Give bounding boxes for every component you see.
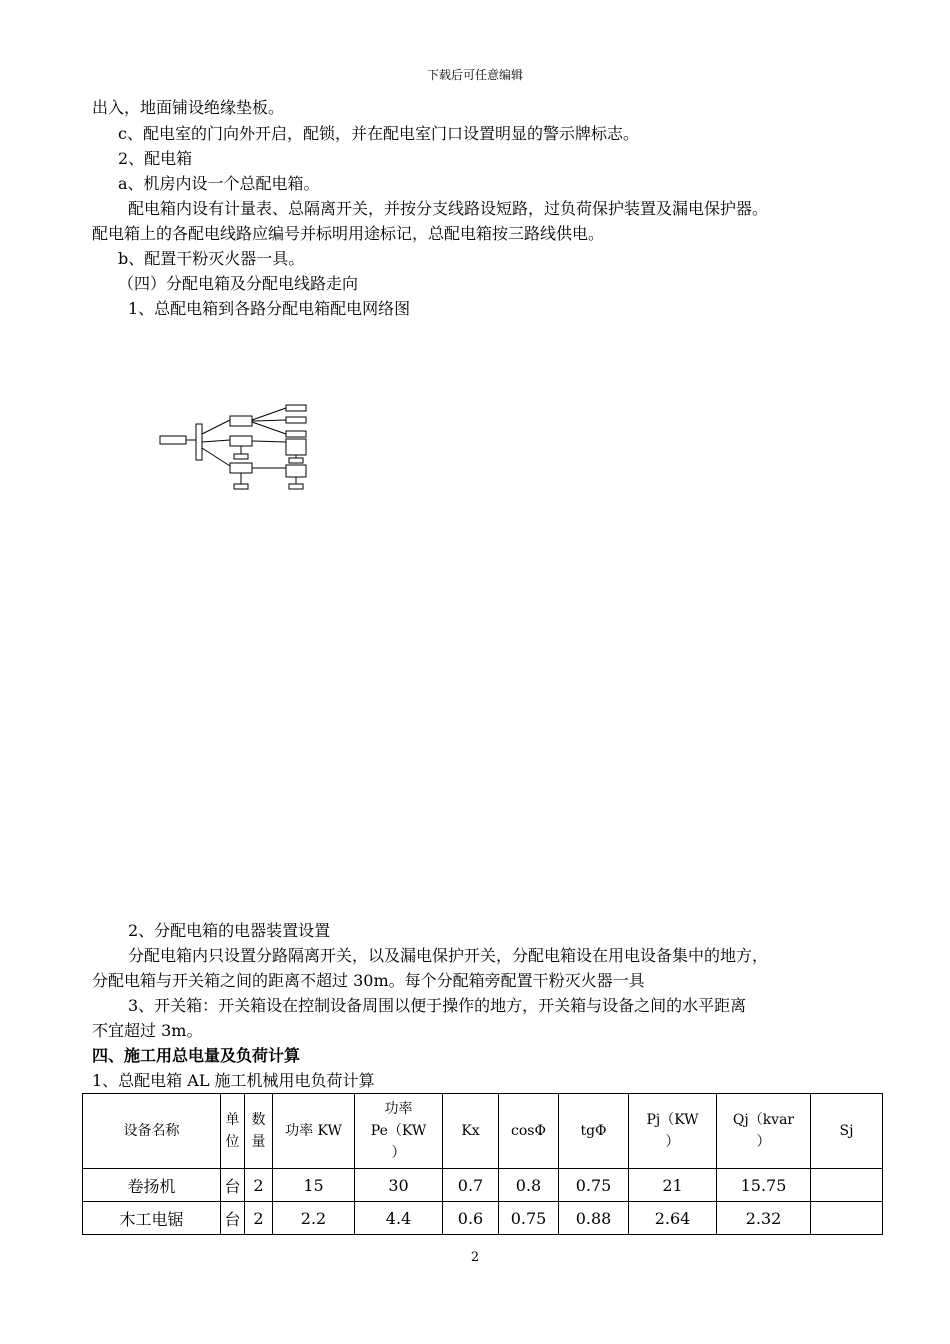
section-heading-4: 四、施工用总电量及负荷计算 bbox=[92, 1046, 301, 1065]
cell-name: 木工电锯 bbox=[83, 1202, 221, 1235]
paragraph-10a: 分配电箱内只设置分路隔离开关，以及漏电保护开关，分配电箱设在用电设备集中的地方， bbox=[128, 946, 769, 965]
col-header-pj: Pj（KW ） bbox=[629, 1094, 717, 1169]
col-header-tg: tgΦ bbox=[559, 1094, 629, 1169]
cell-sj bbox=[811, 1202, 883, 1235]
paragraph-3: 2、配电箱 bbox=[118, 149, 193, 168]
col-header-power: 功率 KW bbox=[273, 1094, 355, 1169]
paragraph-10b: 分配电箱与开关箱之间的距离不超过 30m。每个分配箱旁配置干粉灭火器一具 bbox=[92, 971, 645, 990]
col-header-sj: Sj bbox=[811, 1094, 883, 1169]
col-header-unit: 单 位 bbox=[221, 1094, 245, 1169]
cell-qty: 2 bbox=[245, 1202, 273, 1235]
paragraph-4: a、机房内设一个总配电箱。 bbox=[118, 174, 320, 193]
col-header-kx: Kx bbox=[443, 1094, 499, 1169]
paragraph-8: 1、总配电箱到各路分配电箱配电网络图 bbox=[128, 299, 411, 318]
col-header-pe: 功率 Pe（KW ） bbox=[355, 1094, 443, 1169]
cell-unit: 台 bbox=[221, 1169, 245, 1202]
col-header-qty: 数 量 bbox=[245, 1094, 273, 1169]
cell-unit: 台 bbox=[221, 1202, 245, 1235]
paragraph-9: 2、分配电箱的电器装置设置 bbox=[128, 921, 331, 940]
load-calculation-table bbox=[82, 1093, 883, 1235]
paragraph-11b: 不宜超过 3m。 bbox=[92, 1021, 203, 1040]
page-header: 下载后可任意编辑 bbox=[426, 68, 523, 82]
distribution-network-diagram bbox=[158, 402, 310, 494]
cell-power: 2.2 bbox=[273, 1202, 355, 1235]
paragraph-1: 出入，地面铺设绝缘垫板。 bbox=[92, 98, 285, 117]
cell-sj bbox=[811, 1169, 883, 1202]
paragraph-5b: 配电箱上的各配电线路应编号并标明用途标记，总配电箱按三路线供电。 bbox=[92, 224, 605, 243]
cell-tg: 0.88 bbox=[559, 1202, 629, 1235]
table-row bbox=[83, 1169, 883, 1202]
cell-tg: 0.75 bbox=[559, 1169, 629, 1202]
paragraph-12: 1、总配电箱 AL 施工机械用电负荷计算 bbox=[92, 1071, 375, 1090]
cell-cos: 0.75 bbox=[499, 1202, 559, 1235]
table-row bbox=[83, 1202, 883, 1235]
cell-pj: 2.64 bbox=[629, 1202, 717, 1235]
cell-name: 卷扬机 bbox=[83, 1169, 221, 1202]
page-number: 2 bbox=[470, 1250, 480, 1265]
cell-qj: 2.32 bbox=[717, 1202, 811, 1235]
col-header-name: 设备名称 bbox=[83, 1094, 221, 1169]
cell-kx: 0.7 bbox=[443, 1169, 499, 1202]
cell-kx: 0.6 bbox=[443, 1202, 499, 1235]
paragraph-7: （四）分配电箱及分配电线路走向 bbox=[118, 274, 359, 293]
paragraph-6: b、配置干粉灭火器一具。 bbox=[118, 249, 305, 268]
col-header-qj: Qj（kvar ） bbox=[717, 1094, 811, 1169]
cell-cos: 0.8 bbox=[499, 1169, 559, 1202]
cell-qj: 15.75 bbox=[717, 1169, 811, 1202]
paragraph-5a: 配电箱内设有计量表、总隔离开关，并按分支线路设短路，过负荷保护装置及漏电保护器。 bbox=[128, 199, 769, 218]
cell-pj: 21 bbox=[629, 1169, 717, 1202]
table-header-row bbox=[83, 1094, 883, 1169]
col-header-cos: cosΦ bbox=[499, 1094, 559, 1169]
cell-power: 15 bbox=[273, 1169, 355, 1202]
cell-qty: 2 bbox=[245, 1169, 273, 1202]
cell-pe: 30 bbox=[355, 1169, 443, 1202]
paragraph-11a: 3、开关箱：开关箱设在控制设备周围以便于操作的地方，开关箱与设备之间的水平距离 bbox=[128, 996, 747, 1015]
cell-pe: 4.4 bbox=[355, 1202, 443, 1235]
paragraph-2: c、配电室的门向外开启，配锁，并在配电室门口设置明显的警示牌标志。 bbox=[118, 124, 639, 143]
